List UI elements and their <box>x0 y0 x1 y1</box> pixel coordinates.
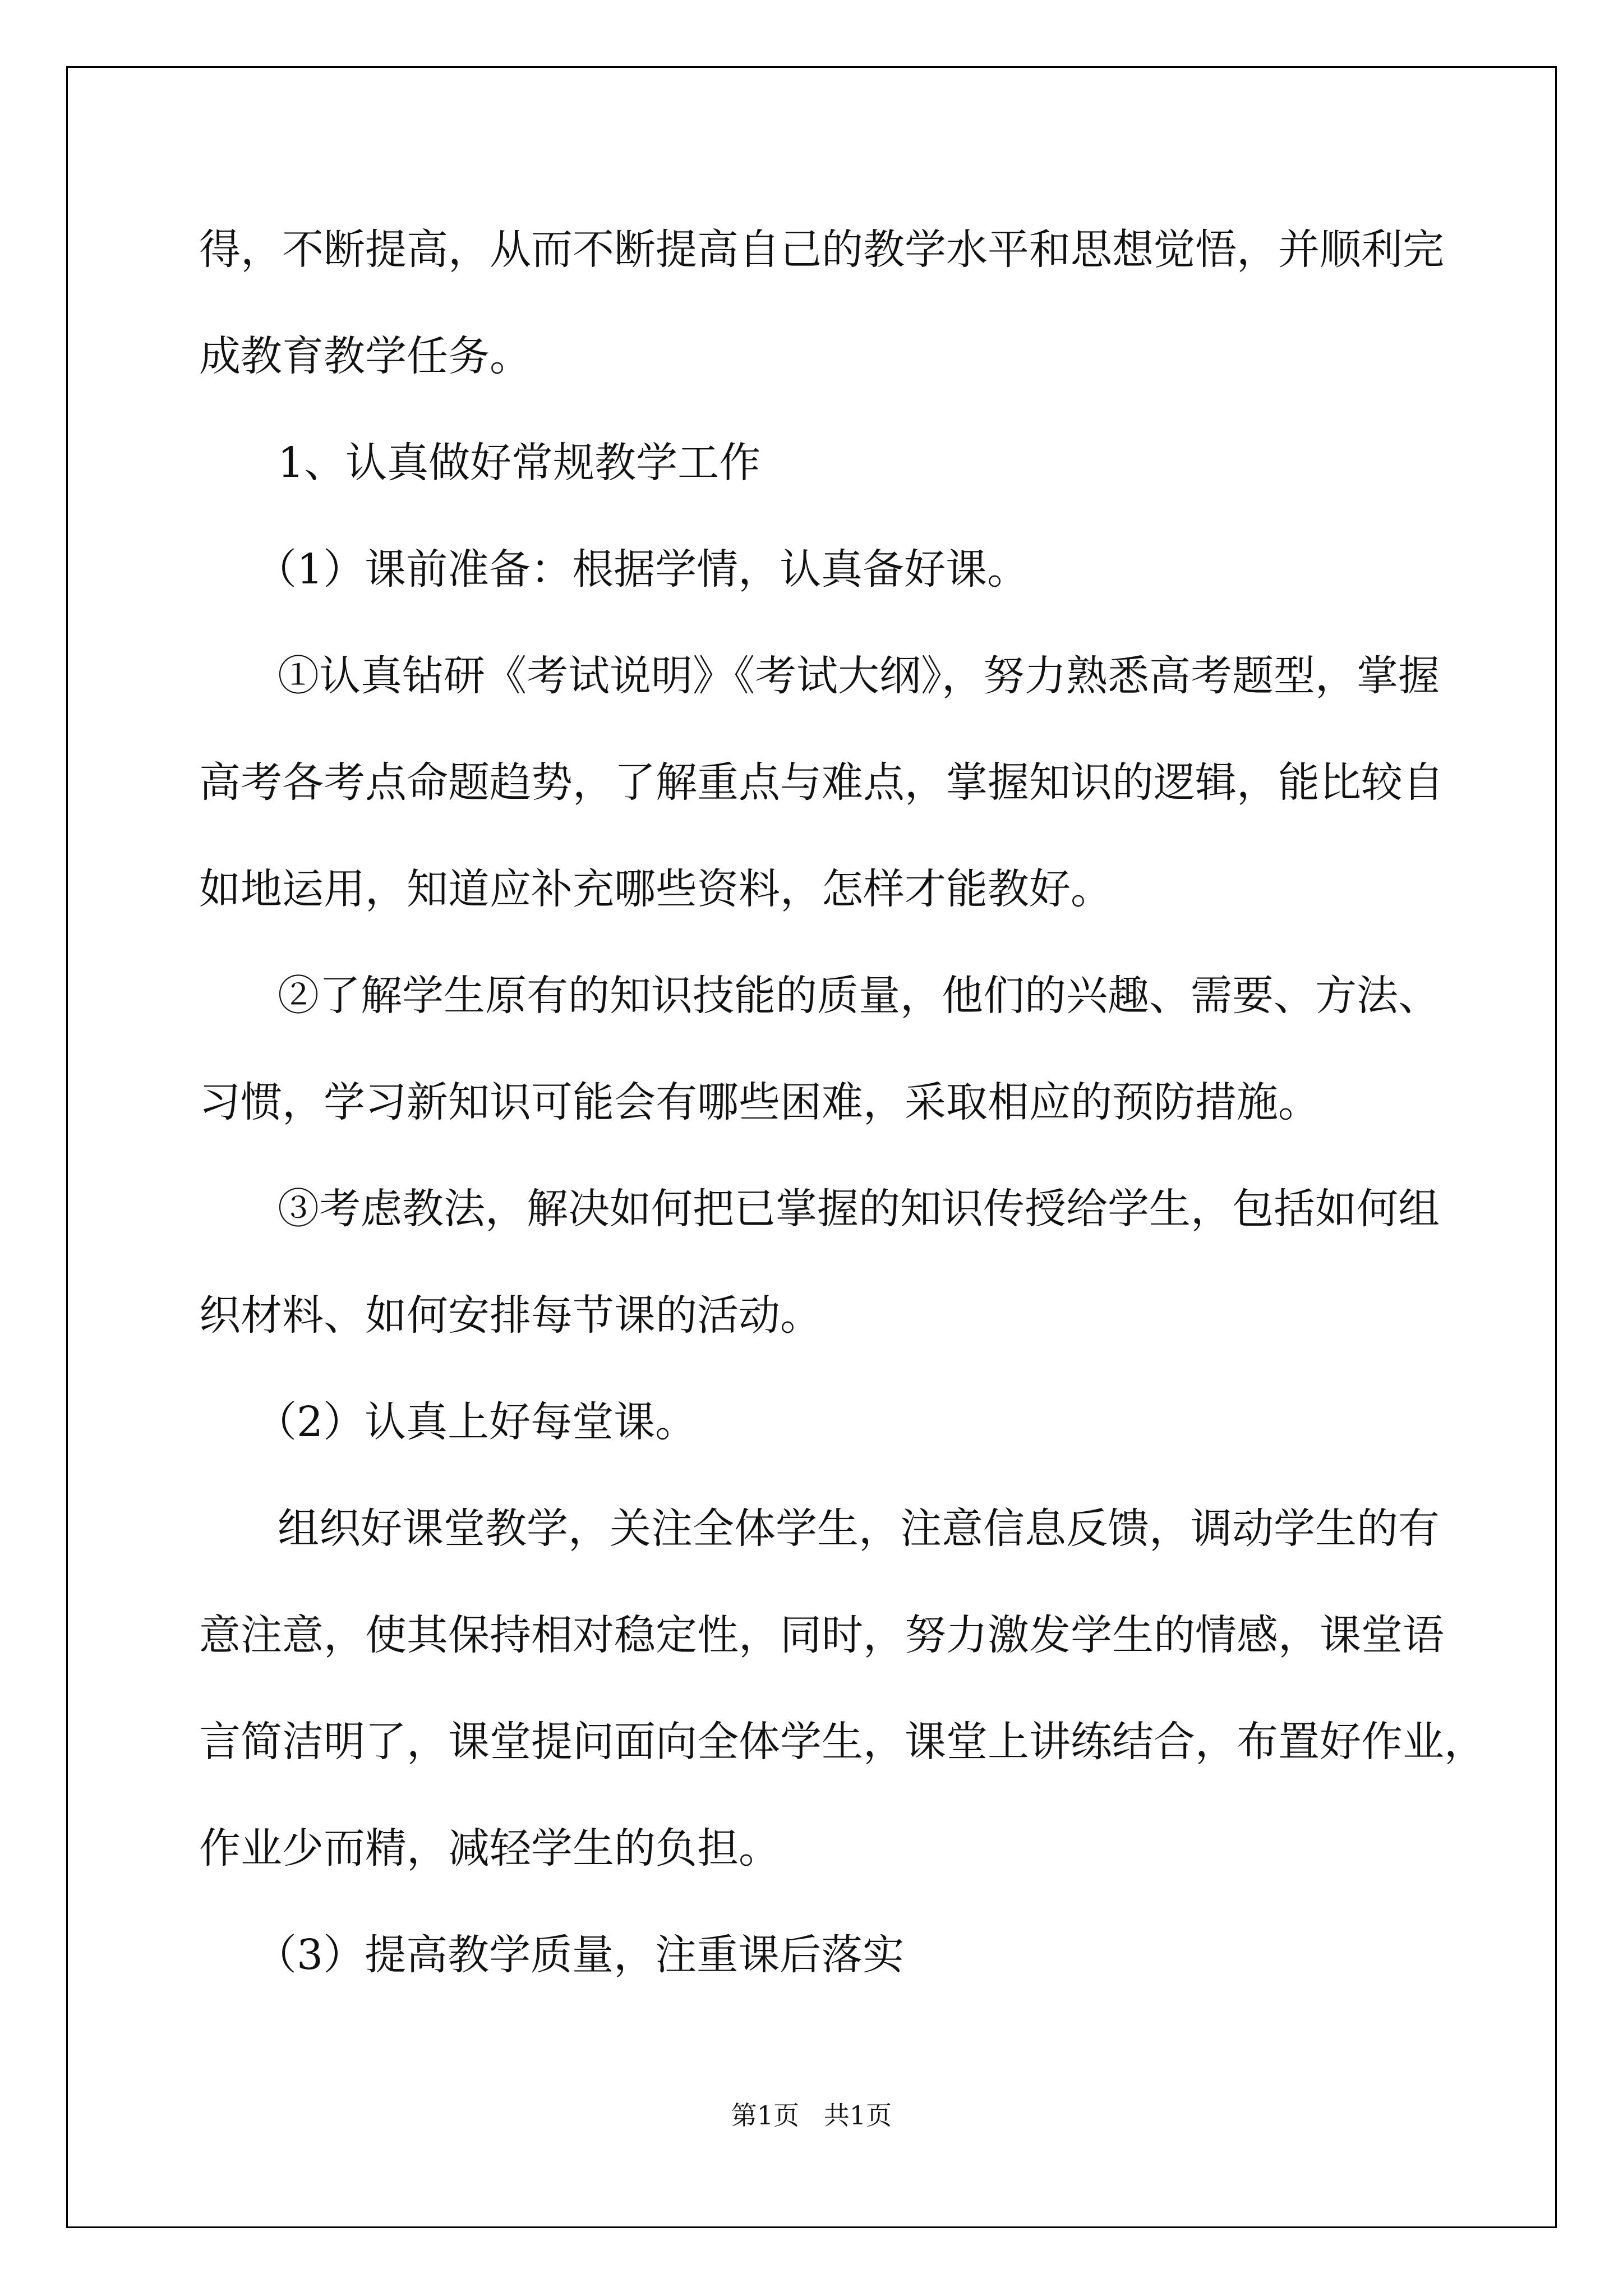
text-line: 习惯，学习新知识可能会有哪些困难，采取相应的预防措施。 <box>199 1078 1320 1126</box>
section-heading: 1、认真做好常规教学工作 <box>278 439 761 487</box>
text-line: ②了解学生原有的知识技能的质量，他们的兴趣、需要、方法、 <box>278 972 1440 1020</box>
subsection-heading: （3）提高教学质量，注重课后落实 <box>255 1931 905 1979</box>
text-line: 言简洁明了，课堂提问面向全体学生，课堂上讲练结合，布置好作业， <box>199 1718 1486 1766</box>
text-line: 意注意，使其保持相对稳定性，同时，努力激发学生的情感，课堂语 <box>199 1611 1444 1659</box>
text-line: 作业少而精，减轻学生的负担。 <box>199 1824 780 1872</box>
text-line: 高考各考点命题趋势，了解重点与难点，掌握知识的逻辑，能比较自 <box>199 758 1444 807</box>
text-line: 得，不断提高，从而不断提高自己的教学水平和思想觉悟，并顺利完 <box>199 226 1444 274</box>
document-body <box>199 210 1486 2022</box>
subsection-heading: （1）课前准备：根据学情，认真备好课。 <box>255 545 1029 593</box>
text-line: 织材料、如何安排每节课的活动。 <box>199 1291 822 1340</box>
text-line: 如地运用，知道应补充哪些资料，怎样才能教好。 <box>199 865 1112 913</box>
text-line: 组织好课堂教学，关注全体学生，注意信息反馈，调动学生的有 <box>278 1504 1440 1553</box>
page-number-footer: 第1页 共1页 <box>731 2100 892 2131</box>
text-line: ③考虑教法，解决如何把已掌握的知识传授给学生，包括如何组 <box>278 1185 1440 1233</box>
text-line: ①认真钻研《考试说明》《考试大纲》，努力熟悉高考题型，掌握 <box>278 652 1440 700</box>
text-line: 成教育教学任务。 <box>199 332 531 380</box>
subsection-heading: （2）认真上好每堂课。 <box>255 1398 697 1446</box>
